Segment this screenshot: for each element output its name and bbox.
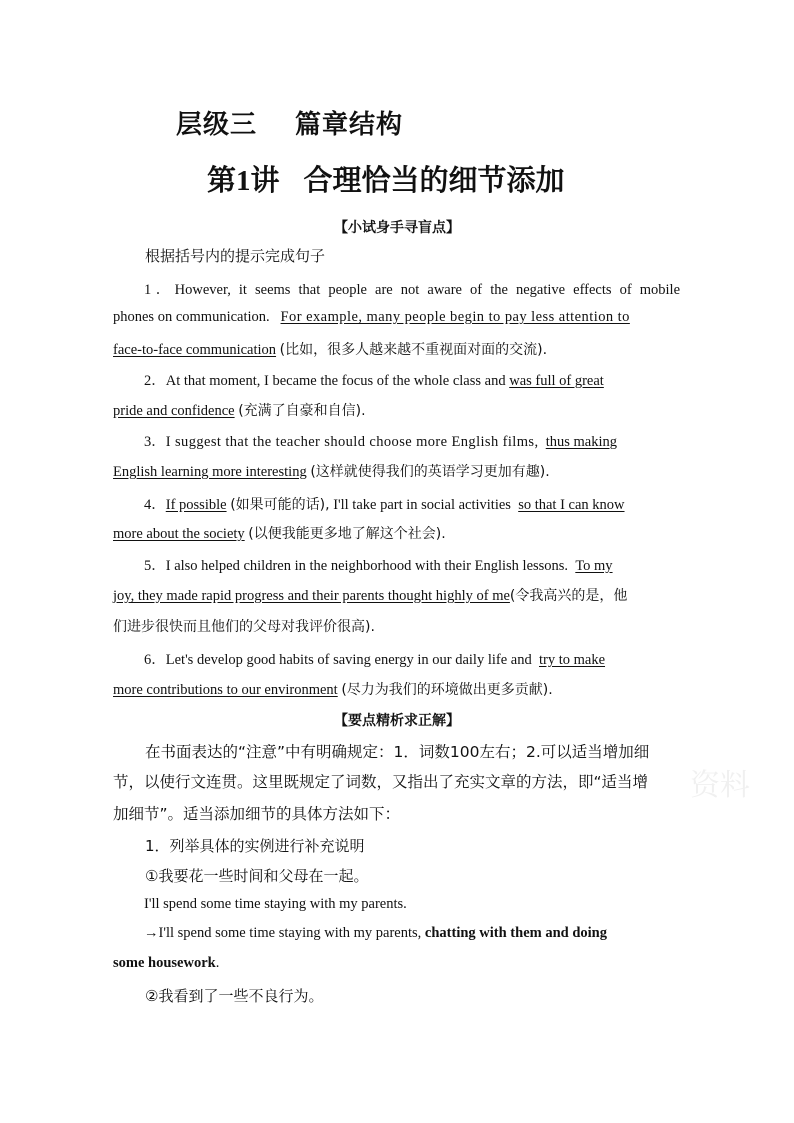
added-detail: chatting with them and doing [424, 925, 607, 941]
item-4-line-1: 4．If possible (如果可能的话), I'll take part in social activities so that I can know [144, 497, 625, 513]
item-2-line-2: pride and confidence (充满了自豪和自信). [113, 403, 366, 419]
item-1-line-3: face-to-face communication (比如，很多人越来越不重视面对面的交流). [113, 342, 548, 358]
lecture-heading [207, 158, 565, 199]
item-5-line-1: 5．I also helped children in the neighborhood with their English lessons. To my [144, 558, 613, 574]
answer-blank: thus making [545, 434, 618, 450]
answer-blank: face-to-face communication [113, 342, 277, 358]
item-4-line-2: more about the society (以便我能更多地了解这个社会). [113, 526, 446, 542]
example-1-english: I'll spend some time staying with my parents. [144, 896, 407, 912]
method-title: 1．列举具体的实例进行补充说明 [145, 837, 365, 855]
added-detail: some housework [113, 955, 216, 971]
answer-blank: joy, they made rapid progress and their parents thought highly of me [113, 588, 510, 604]
item-5-line-3: 们进步很快而且他们的父母对我评价很高). [113, 619, 375, 635]
item-2-line-1: 2．At that moment, I became the focus of the whole class and was full of great [144, 373, 604, 389]
level-topic: 篇章结构 [295, 110, 404, 139]
explanation-line-3: 加细节”。适当添加细节的具体方法如下： [113, 805, 401, 823]
item-6-line-2: more contributions to our environment (尽力为我们的环境做出更多贡献). [113, 682, 553, 698]
answer-blank: If possible [165, 497, 227, 513]
lecture-label: 第1讲 [207, 165, 280, 197]
item-3-line-1: 3．I suggest that the teacher should choose more English films, thus making [144, 434, 618, 450]
watermark: 资料 [690, 768, 750, 803]
item-1-line-2: phones on communication. For example, many people begin to pay less attention to [113, 309, 630, 325]
section-title-practice: 【小试身手寻盲点】 [334, 220, 460, 236]
instruction-text: 根据括号内的提示完成句子 [145, 247, 326, 265]
explanation-line-2: 节，以使行文连贯。这里既规定了词数，又指出了充实文章的方法，即“适当增 [113, 773, 649, 791]
section-title-analysis: 【要点精析求正解】 [334, 713, 460, 729]
example-2-chinese: ②我看到了一些不良行为。 [145, 987, 324, 1005]
answer-blank: more about the society [113, 526, 245, 542]
answer-blank: For example, many people begin to pay less attention to [280, 309, 630, 325]
item-3-line-2: English learning more interesting (这样就使得我们的英语学习更加有趣). [113, 464, 550, 480]
level-label: 层级三 [176, 110, 258, 139]
example-1-expanded-line-1: →I'll spend some time staying with my parents, chatting with them and doing [144, 925, 607, 941]
item-6-line-1: 6．Let's develop good habits of saving energy in our daily life and try to make [144, 652, 606, 668]
answer-blank: pride and confidence [113, 403, 235, 419]
item-1-line-1: 1．However, it seems that people are not aware of the negative effects of mobile [144, 282, 681, 298]
item-5-line-2: joy, they made rapid progress and their parents thought highly of me(令我高兴的是，他 [113, 588, 628, 604]
lecture-topic: 合理恰当的细节添加 [303, 165, 565, 197]
level-heading [176, 104, 403, 141]
answer-blank: more contributions to our environment [113, 682, 338, 698]
example-1-chinese: ①我要花一些时间和父母在一起。 [145, 867, 369, 885]
answer-blank: English learning more interesting [113, 464, 307, 480]
example-1-expanded-line-2: some housework. [113, 955, 220, 971]
answer-blank: was full of great [509, 373, 604, 389]
answer-blank: so that I can know [518, 497, 625, 513]
answer-blank: To my [575, 558, 613, 574]
explanation-line-1: 在书面表达的“注意”中有明确规定：1．词数100左右；2.可以适当增加细 [145, 743, 650, 761]
answer-blank: try to make [538, 652, 606, 668]
